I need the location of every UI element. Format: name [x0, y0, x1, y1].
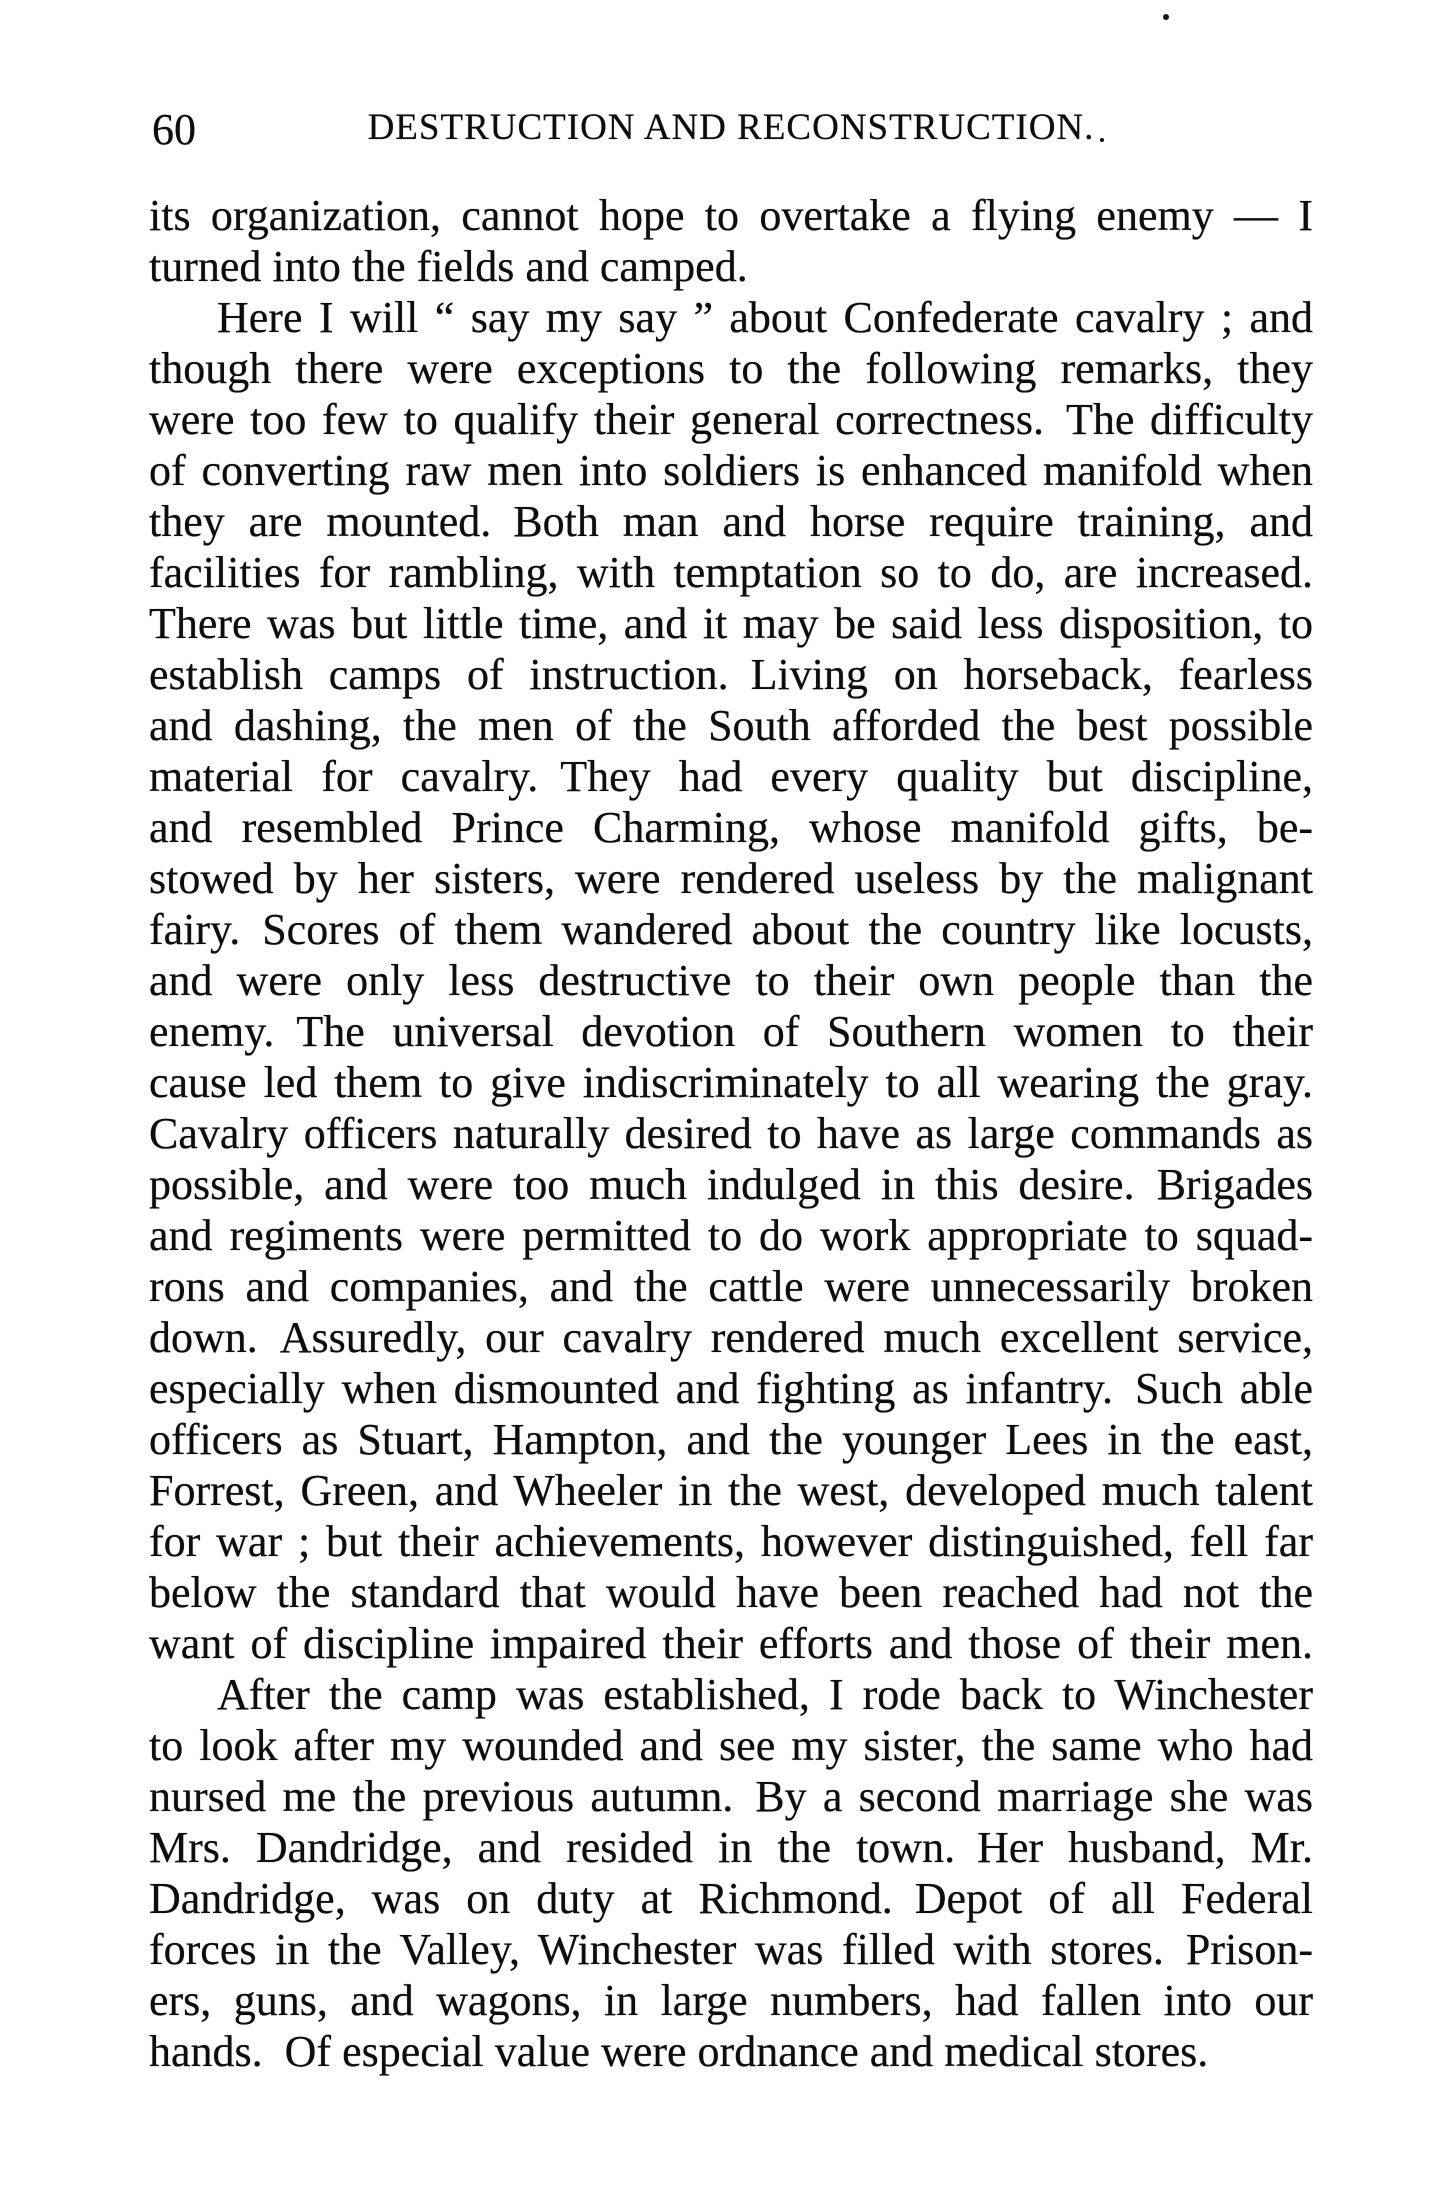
text-line: and were only less destructive to their own people than the	[149, 956, 1313, 1005]
text-line: especially when dismounted and fighting as infantry. Such able	[149, 1364, 1313, 1413]
text-line: forces in the Valley, Winchester was filled with stores. Prison-	[149, 1925, 1313, 1974]
text-line: below the standard that would have been reached had not the	[149, 1568, 1313, 1617]
page-number: 60	[152, 105, 196, 154]
text-line: down. Assuredly, our cavalry rendered much excellent service,	[149, 1313, 1313, 1362]
text-line: stowed by her sisters, were rendered useless by the malignant	[149, 854, 1313, 903]
text-line: and regiments were permitted to do work appropriate to squad-	[149, 1211, 1313, 1260]
text-line: hands. Of especial value were ordnance and medical stores.	[149, 2027, 1209, 2076]
text-line: Forrest, Green, and Wheeler in the west, developed much talent	[149, 1466, 1313, 1515]
text-line: possible, and were too much indulged in this desire. Brigades	[149, 1160, 1313, 1209]
text-line: and resembled Prince Charming, whose manifold gifts, be-	[149, 803, 1313, 852]
text-line: Cavalry officers naturally desired to have as large commands as	[149, 1109, 1313, 1158]
scan-speck	[1100, 138, 1104, 142]
text-line: turned into the fields and camped.	[149, 242, 748, 291]
text-line: Dandridge, was on duty at Richmond. Depot of all Federal	[149, 1874, 1313, 1923]
text-line: were too few to qualify their general correctness. The difficulty	[149, 395, 1313, 444]
text-line: for war ; but their achievements, however distinguished, fell far	[149, 1517, 1313, 1566]
text-line: they are mounted. Both man and horse require training, and	[149, 497, 1313, 546]
text-line: its organization, cannot hope to overtake a flying enemy — I	[149, 191, 1313, 240]
text-line: though there were exceptions to the following remarks, they	[149, 344, 1313, 393]
text-line: There was but little time, and it may be said less disposition, to	[149, 599, 1313, 648]
text-line: facilities for rambling, with temptation so to do, are increased.	[149, 548, 1313, 597]
text-line: want of discipline impaired their efforts and those of their men.	[149, 1619, 1313, 1668]
page-header	[149, 106, 1313, 152]
text-line: enemy. The universal devotion of Southern women to their	[149, 1007, 1313, 1056]
text-line: and dashing, the men of the South afforded the best possible	[149, 701, 1313, 750]
text-line: establish camps of instruction. Living on horseback, fearless	[149, 650, 1313, 699]
body-text	[149, 190, 1313, 2077]
text-line: of converting raw men into soldiers is enhanced manifold when	[149, 446, 1313, 495]
text-line: cause led them to give indiscriminately to all wearing the gray.	[149, 1058, 1313, 1107]
text-line: Mrs. Dandridge, and resided in the town. Her husband, Mr.	[149, 1823, 1313, 1872]
text-line: Here I will “ say my say ” about Confederate cavalry ; and	[217, 293, 1313, 342]
text-line: After the camp was established, I rode back to Winchester	[217, 1670, 1313, 1719]
text-line: rons and companies, and the cattle were unnecessarily broken	[149, 1262, 1313, 1311]
text-line: to look after my wounded and see my sister, the same who had	[149, 1721, 1313, 1770]
running-header: DESTRUCTION AND RECONSTRUCTION.	[367, 107, 1095, 148]
text-line: material for cavalry. They had every quality but discipline,	[149, 752, 1313, 801]
text-line: fairy. Scores of them wandered about the country like locusts,	[149, 905, 1313, 954]
text-line: nursed me the previous autumn. By a second marriage she was	[149, 1772, 1313, 1821]
scan-speck	[1163, 14, 1169, 20]
text-line: officers as Stuart, Hampton, and the younger Lees in the east,	[149, 1415, 1313, 1464]
text-line: ers, guns, and wagons, in large numbers, had fallen into our	[149, 1976, 1313, 2025]
